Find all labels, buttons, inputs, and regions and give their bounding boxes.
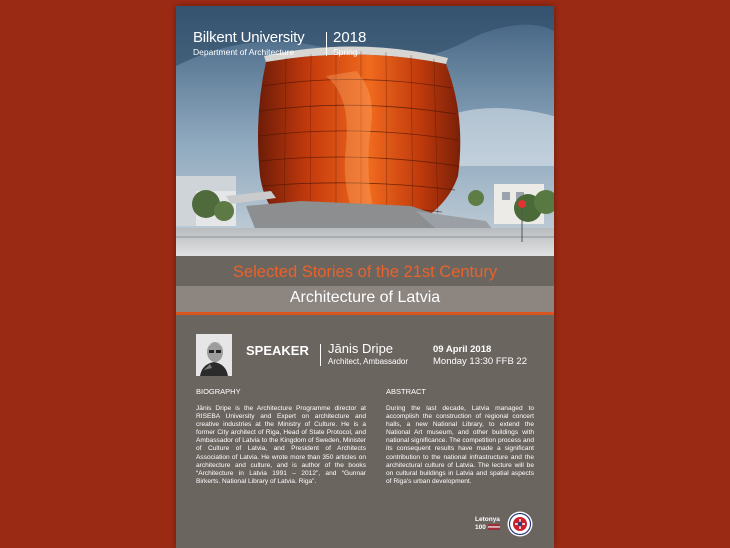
event-time: Monday 13:30 FFB 22: [433, 356, 527, 367]
letonya-logo-text: Letonya: [475, 516, 500, 523]
speaker-name: Jānis Dripe: [328, 341, 394, 356]
abstract-text: During the last decade, Latvia managed to accomplish the construction of regional concert halls, a new National Library, to extend the National Art museum, and other buildings with national significance. The competition process and its consequent results have made a significant contribution to the national infrastructure and the architectural culture of Latvia. The lecture will be on cultural buildings in Latvia and spatial aspects of Riga's urban development.: [386, 405, 534, 485]
speaker-divider: [320, 344, 321, 366]
term-header: [333, 30, 366, 57]
biography-heading: BIOGRAPHY: [196, 387, 241, 396]
latvia-flag-icon: [488, 524, 500, 530]
university-name: Bilkent University: [193, 29, 305, 46]
university-header: [193, 30, 304, 57]
department-name: Department of Architecture: [193, 47, 295, 57]
abstract-heading: ABSTRACT: [386, 387, 427, 396]
speaker-photo: [196, 334, 232, 376]
biography-text: Jānis Dripe is the Architecture Programme director at RISEBA University and Expert on architecture and creative industries at the Ministry of Culture. He is a former City architect of Riga, Head of State Protocol, and Ambassador of Latvia to the Kingdom of Sweden, Minister of Culture of Latvia, and President of Architects Association of Latvia. He wrote more than 350 articles on architecture and culture, and is author of the books “Architecture in Latvia 1991 – 2012”, and “Gunnar Birkerts. National Library of Latvia. Riga”.: [196, 405, 366, 485]
speaker-label: SPEAKER: [246, 343, 309, 358]
header-divider: [326, 32, 327, 56]
term: Spring: [333, 47, 358, 57]
event-date: 09 April 2018: [433, 344, 492, 355]
event-poster: [176, 6, 554, 548]
accent-rule: [176, 312, 554, 315]
speaker-role: Architect, Ambassador: [328, 357, 409, 366]
embassy-seal-icon: [507, 511, 533, 537]
poster-subtitle: Architecture of Latvia: [289, 289, 441, 306]
year: 2018: [333, 29, 367, 46]
poster-title: Selected Stories of the 21st Century: [232, 263, 498, 281]
letonya-logo-number: 100: [475, 524, 486, 531]
